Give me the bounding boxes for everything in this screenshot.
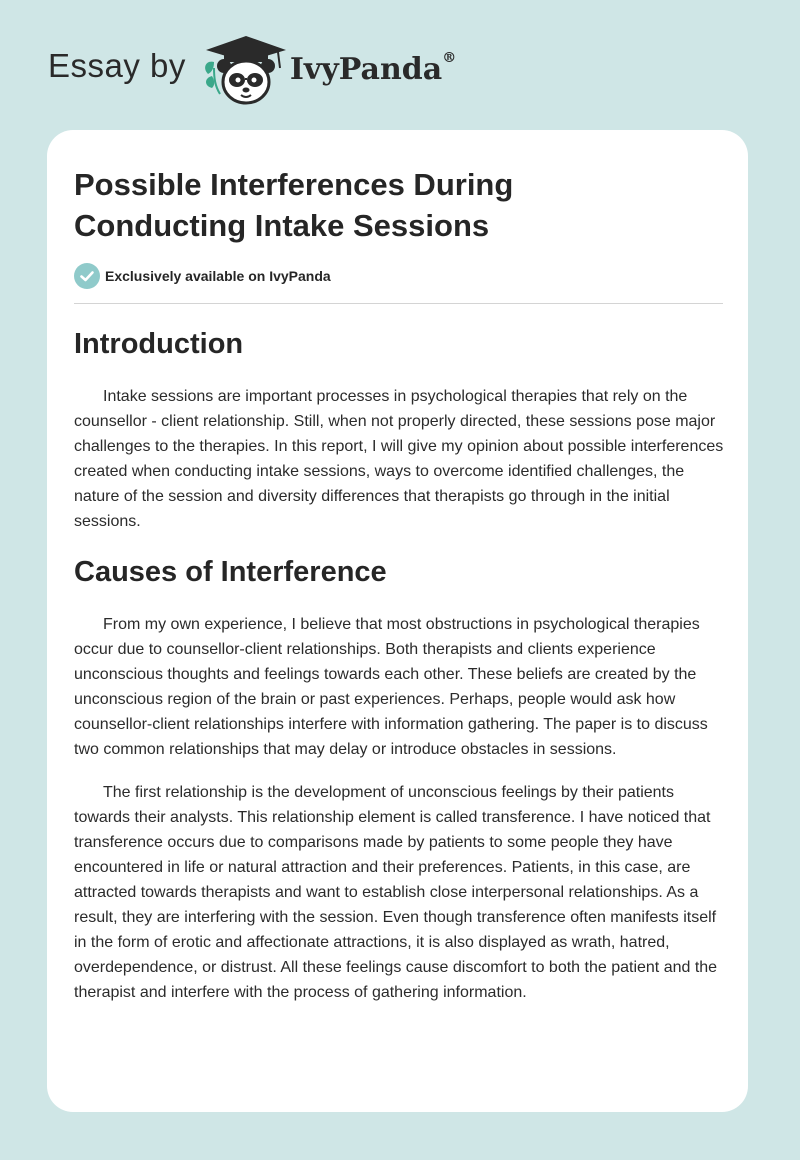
section-heading-introduction: Introduction [74, 328, 244, 360]
check-circle-icon [74, 263, 100, 289]
article-card [47, 130, 748, 1112]
exclusive-badge [74, 263, 331, 289]
registered-mark: ® [442, 49, 457, 66]
brand-name: IvyPanda® [289, 49, 457, 87]
paragraph: The first relationship is the development of unconscious feelings by their patients towards their analysts. This relationship element is called transference. I have noticed that transference occurs due to comparisons made by patients to some people they have encountered in life or natural attraction and their preferences. Patients, in this case, are attracted towards therapists and want to establish close interpersonal relationships. As a result, they are interfering with the session. Even though transference often manifests itself in the form of erotic and affectionate attractions, it is also displayed as wrath, hatred, overdependence, or distrust. All these feelings cause discomfort to both the patient and the therapist and interfere with the process of gathering information. [74, 784, 718, 1001]
panda-logo-icon [200, 34, 286, 106]
paragraph: Intake sessions are important processes in psychological therapies that rely on the counsellor - client relationship. Still, when not properly directed, these sessions pose major challenges to the therapies. In this report, I will give my opinion about possible interferences created when conducting intake sessions, ways to overcome identified challenges, the nature of the session and diversity differences that therapists go through in the initial sessions. [74, 388, 724, 530]
article-body [74, 323, 724, 1005]
brand-header [48, 34, 456, 106]
exclusive-badge-text: Exclusively available on IvyPanda [105, 268, 331, 284]
section-heading-causes-of-interference: Causes of Interference [74, 556, 387, 588]
essay-by-label: Essay by [48, 47, 186, 84]
article-title: Possible Interferences During Conducting Intake Sessions [74, 167, 514, 243]
paragraph: From my own experience, I believe that most obstructions in psychological therapies occur due to counsellor-client relationships. Both therapists and clients experience unconscious thoughts and feelings towards each other. These beliefs are created by the unconscious region of the brain or past experiences. Perhaps, people would ask how counsellor-client relationships interfere with information gathering. The paper is to discuss two common relationships that may delay or introduce obstacles in sessions. [74, 616, 708, 758]
title-divider [74, 303, 723, 304]
